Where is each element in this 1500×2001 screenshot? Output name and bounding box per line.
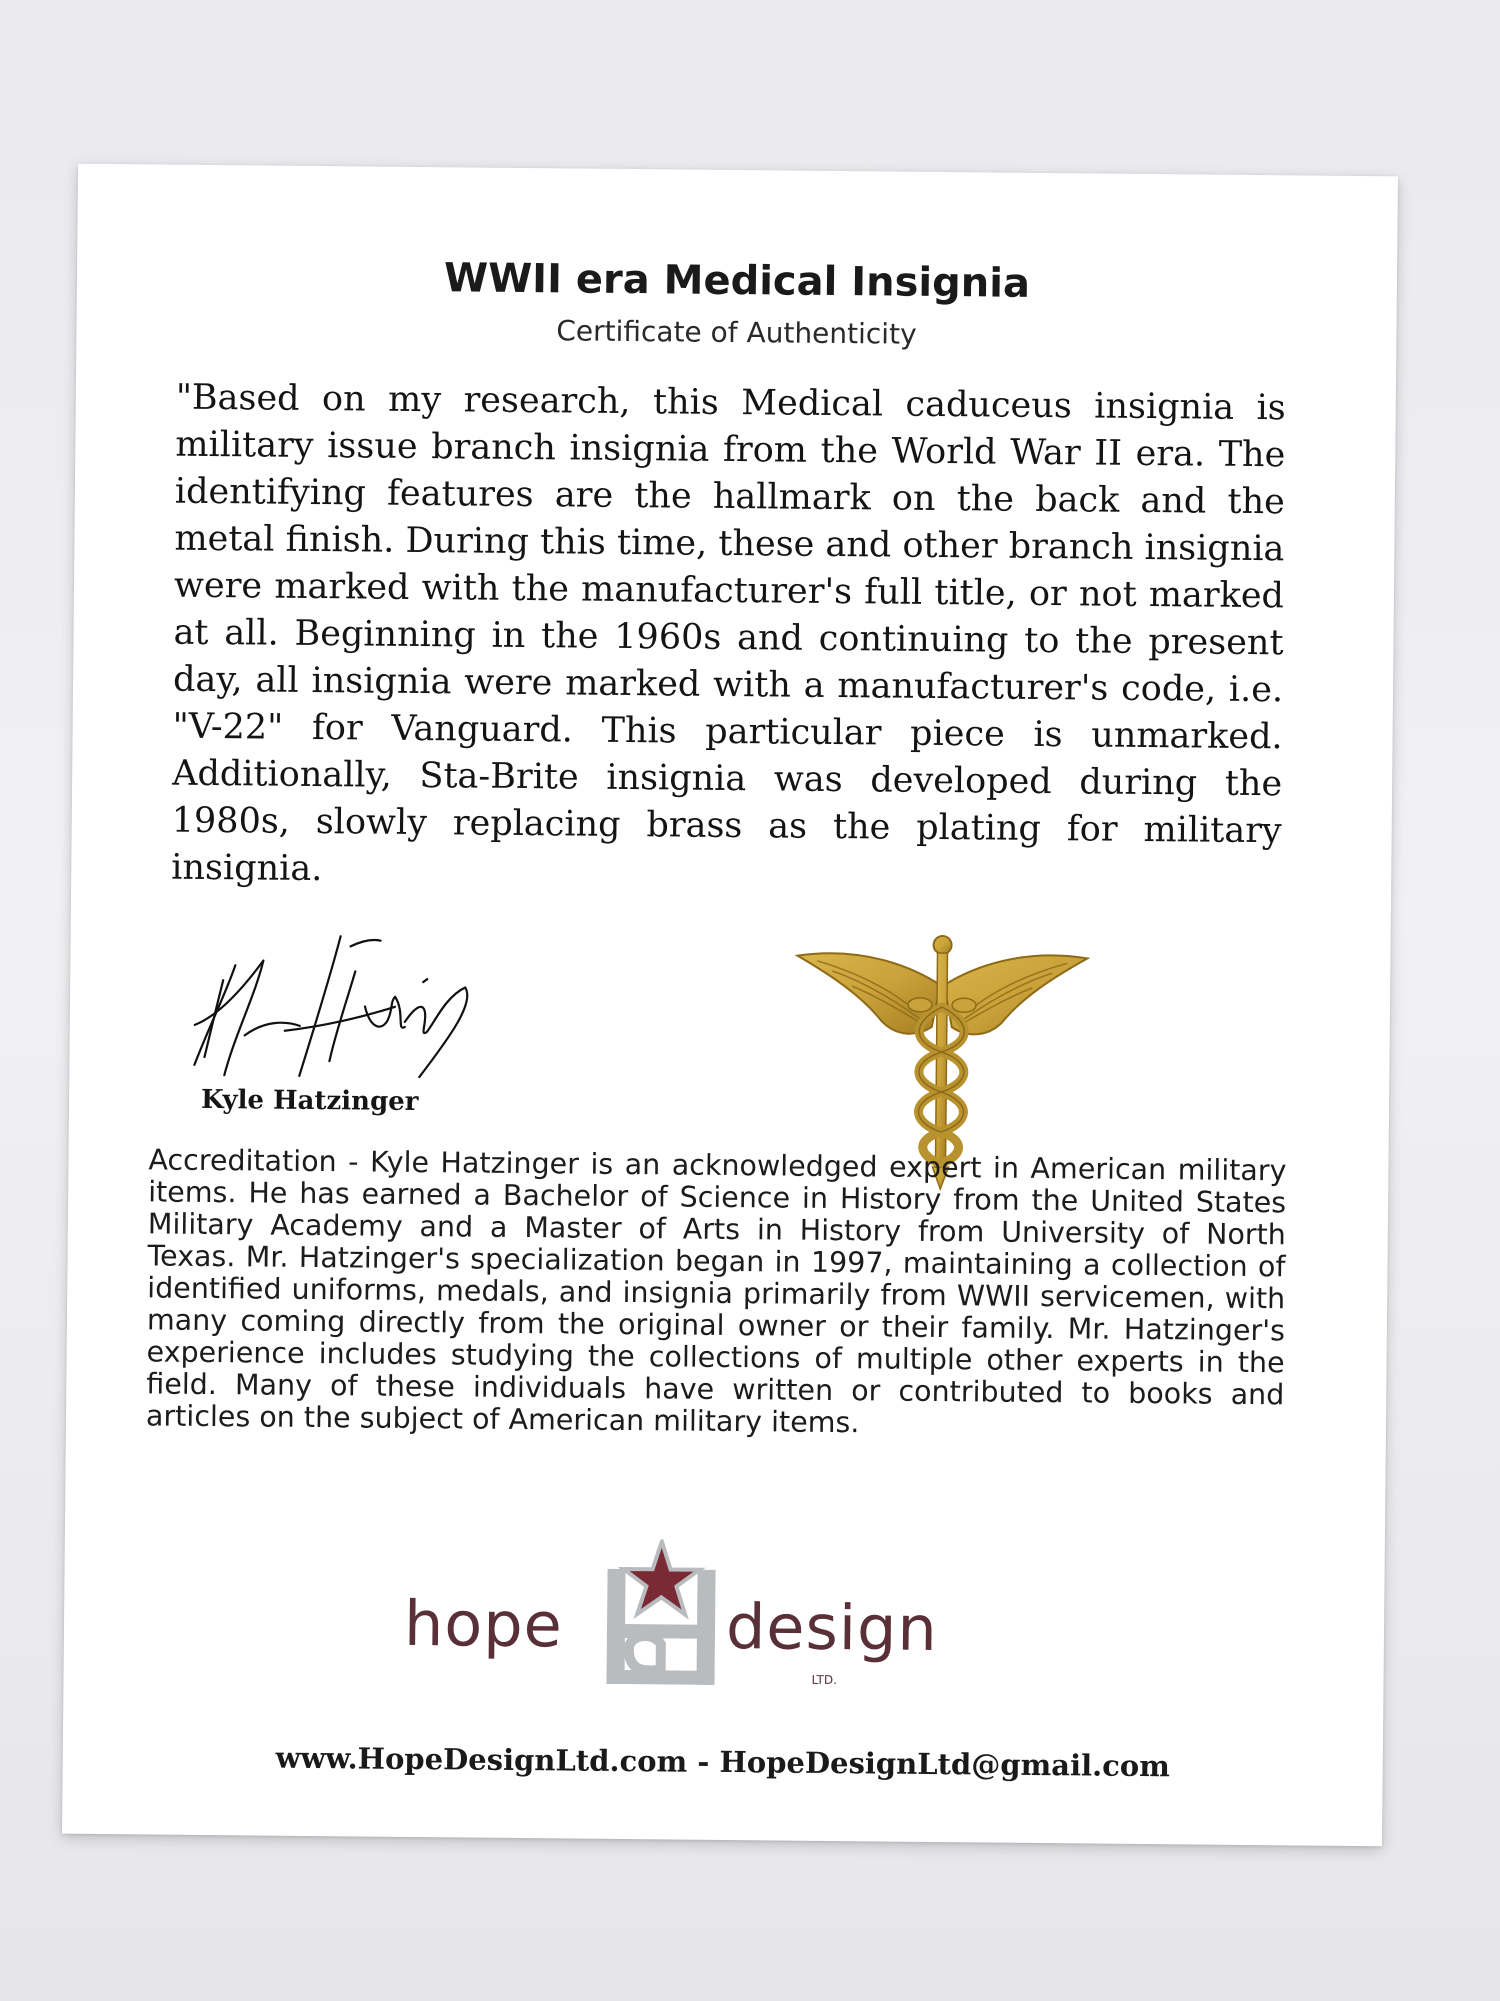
signer-name: Kyle Hatzinger [200, 1084, 419, 1118]
accreditation-text: Accreditation - Kyle Hatzinger is an acknowledged expert in American military items. He has earned a Bachelor of Science in History from the United States Military Academy and a Master of Arts in History from University of North Texas. Mr. Hatzinger's specialization began in 1997, maintaining a collection of identified uniforms, medals, and insignia primarily from WWII servicemen, with many coming directly from the original owner or their family. Mr. Hatzinger's experience includes studying the collections of multiple other experts in the field. Many of these individuals have written or contributed to books and articles on the subject of American military items. [145, 1143, 1287, 1440]
authenticity-statement: "Based on my research, this Medical caduceus insignia is military issue branch insignia from the World War II era. The identifying features are the hallmark on the back and the metal finish. During this time, these and other branch insignia were marked with the manufacturer's full title, or not marked at all. Beginning in the 1960s and continuing to the present day, all insignia were marked with a manufacturer's code, i.e. "V-22" for Vanguard. This particular piece is unmarked. Additionally, Sta-Brite insignia was developed during the 1980s, slowly replacing brass as the plating for military insignia. [171, 377, 1286, 890]
contact-line: www.HopeDesignLtd.com - HopeDesignLtd@gmail.com [275, 1740, 1171, 1784]
hope-design-logo [403, 1537, 985, 1733]
logo-word-design: design [725, 1589, 939, 1666]
logo-word-hope: hope [403, 1586, 564, 1662]
hd-monogram-star-icon [598, 1539, 723, 1690]
signature-image [164, 925, 496, 1098]
logo-ltd-suffix: LTD. [811, 1672, 838, 1688]
certificate-title: WWII era Medical Insignia [443, 255, 1031, 307]
certificate-card [62, 164, 1398, 1847]
certificate-subtitle: Certificate of Authenticity [556, 314, 917, 351]
